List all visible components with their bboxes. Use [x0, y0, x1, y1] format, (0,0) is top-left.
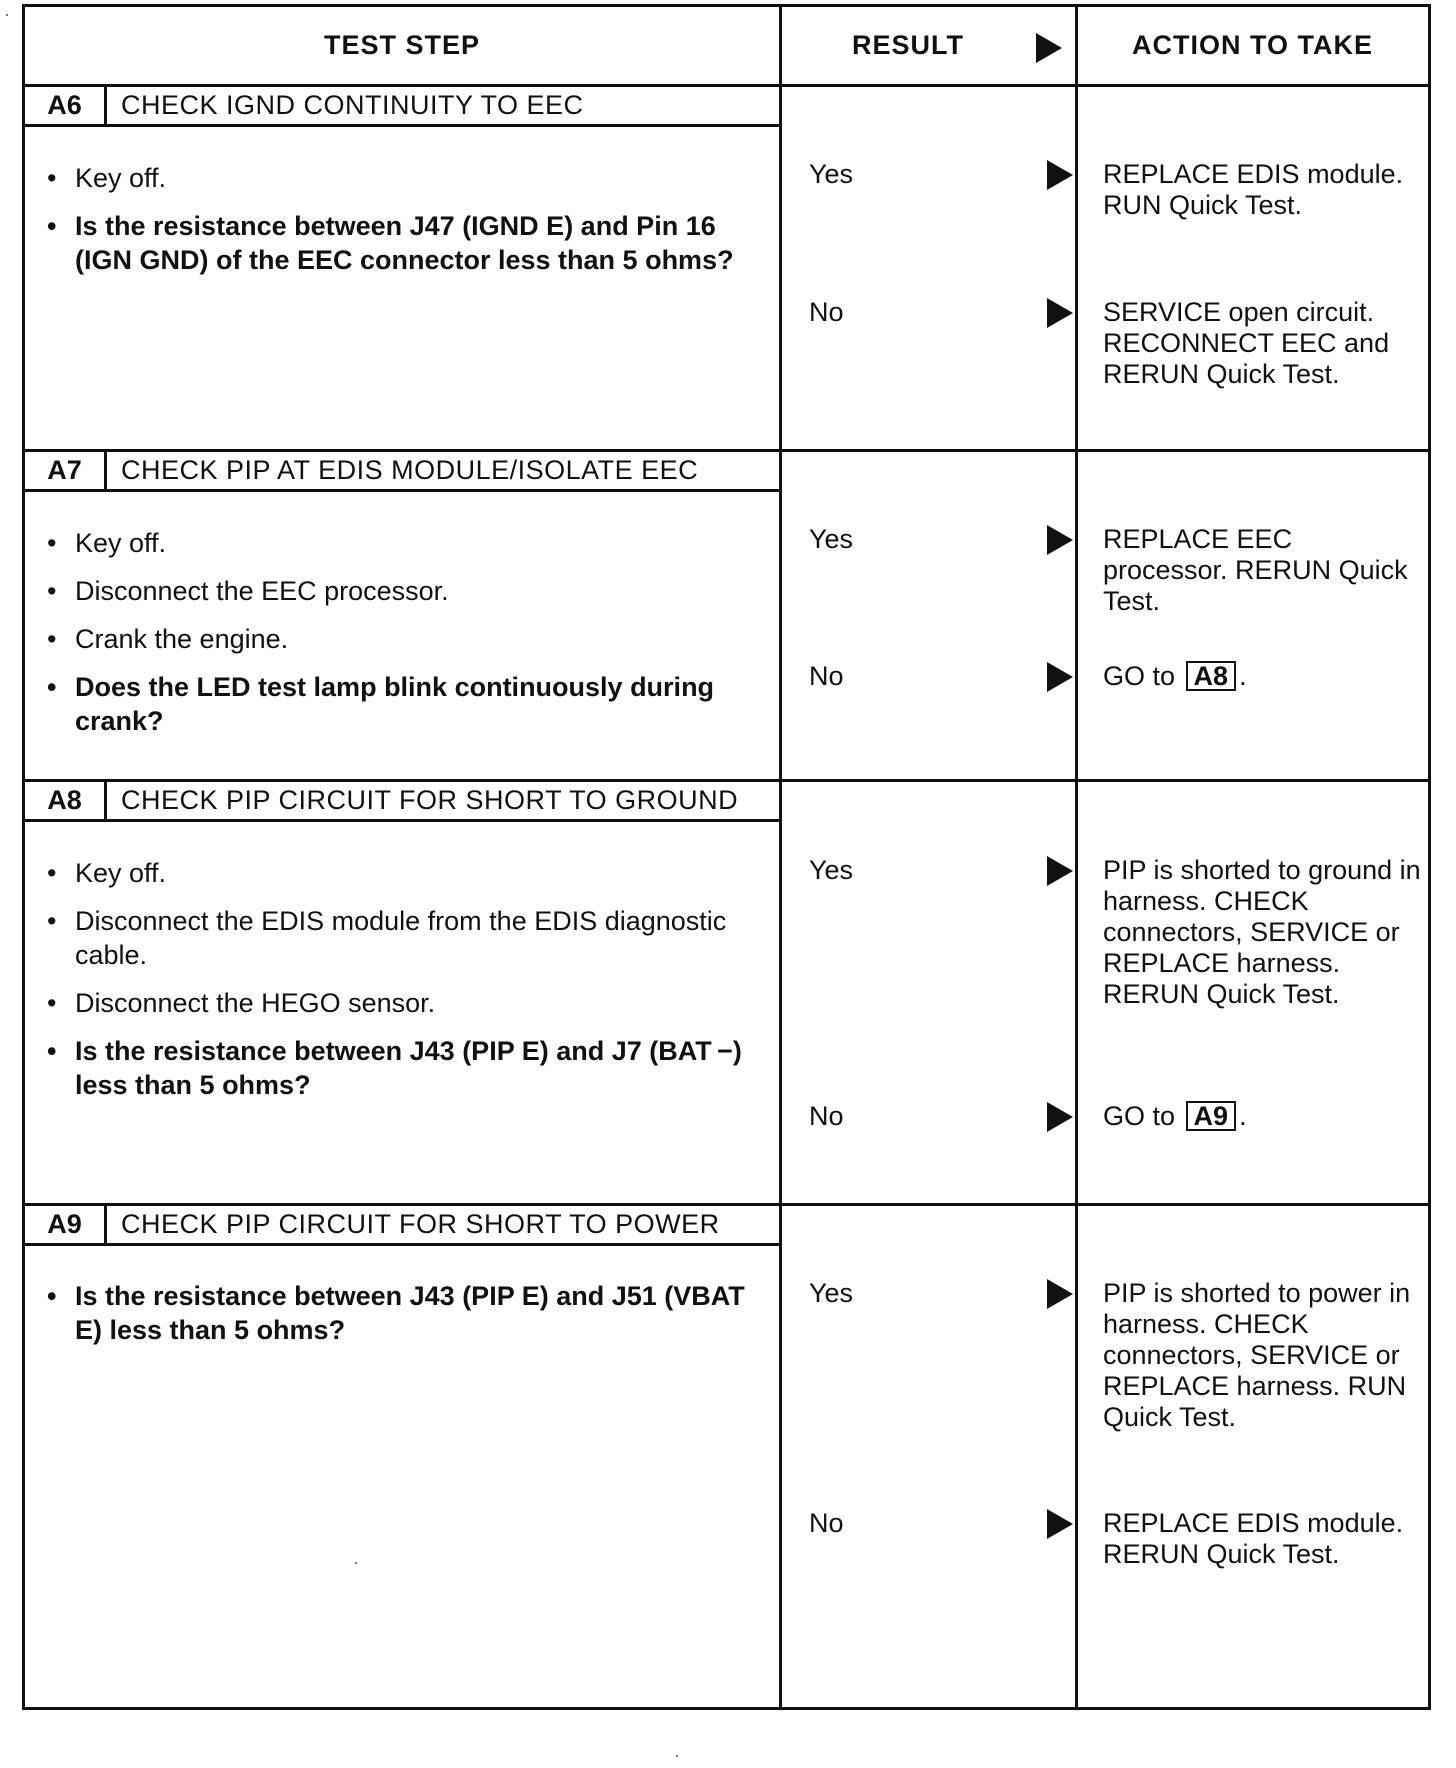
result-label: Yes: [809, 855, 854, 885]
column-divider: [1075, 7, 1078, 1707]
result-label: Yes: [809, 524, 854, 554]
instruction-item: • Is the resistance between J43 (PIP E) and J7 (BAT −) less than 5 ohms?: [47, 1034, 762, 1102]
instruction-item: • Does the LED test lamp blink continuously during crank?: [47, 670, 762, 738]
scan-speck: [676, 1755, 678, 1757]
arrow-icon: [1047, 525, 1073, 555]
result-label: No: [809, 297, 844, 327]
result-label: No: [809, 661, 844, 691]
step-title-bar: [25, 1206, 779, 1246]
step-id: A8: [25, 782, 107, 819]
arrow-icon: [1047, 662, 1073, 692]
step-id: A6: [25, 87, 107, 124]
scan-speck: [355, 1562, 357, 1564]
step-title: CHECK PIP CIRCUIT FOR SHORT TO GROUND: [121, 785, 739, 815]
arrow-icon: [1047, 160, 1073, 190]
header-action: ACTION TO TAKE: [1077, 7, 1428, 87]
instruction-item: • Disconnect the HEGO sensor.: [47, 986, 762, 1020]
action-prefix: GO to: [1103, 1101, 1176, 1131]
step-title-bar: [25, 782, 779, 822]
result-label: No: [809, 1101, 844, 1131]
arrow-icon: [1047, 856, 1073, 886]
instruction-item: • Disconnect the EDIS module from the EDIS diagnostic cable.: [47, 904, 762, 972]
instruction-item: • Key off.: [47, 526, 762, 560]
step-reference: A9: [1186, 1101, 1237, 1131]
header-result: RESULT: [779, 7, 1077, 87]
instruction-item: • Key off.: [47, 856, 762, 890]
action-text: REPLACE EDIS module. RERUN Quick Test.: [1103, 1508, 1404, 1569]
diagnostic-table: [22, 4, 1431, 1710]
result-label: No: [809, 1508, 844, 1538]
header-test-step: TEST STEP: [25, 7, 779, 87]
action-suffix: .: [1239, 1101, 1247, 1131]
result-label: Yes: [809, 159, 854, 189]
action-text: [1103, 661, 1423, 692]
instruction-item: • Crank the engine.: [47, 622, 762, 656]
step-instructions: [47, 526, 762, 752]
arrow-icon: [1047, 1509, 1073, 1539]
header-arrow-icon: [1036, 33, 1062, 63]
step-instructions: [47, 856, 762, 1116]
action-text: REPLACE EEC processor. RERUN Quick Test.: [1103, 524, 1408, 616]
action-text: REPLACE EDIS module. RUN Quick Test.: [1103, 159, 1404, 220]
step-reference: A8: [1186, 661, 1237, 691]
instruction-item: • Disconnect the EEC processor.: [47, 574, 762, 608]
step-instructions: [47, 1279, 762, 1361]
action-text: PIP is shorted to ground in harness. CHECK connectors, SERVICE or REPLACE harness. RERUN Quick Test.: [1103, 855, 1421, 1009]
step-instructions: [47, 161, 762, 291]
arrow-icon: [1047, 298, 1073, 328]
arrow-icon: [1047, 1102, 1073, 1132]
step-id: A9: [25, 1206, 107, 1243]
step-title-bar: [25, 87, 779, 127]
result-label: Yes: [809, 1278, 854, 1308]
action-suffix: .: [1239, 661, 1247, 691]
step-title: CHECK PIP AT EDIS MODULE/ISOLATE EEC: [121, 455, 699, 485]
step-title: CHECK IGND CONTINUITY TO EEC: [121, 90, 584, 120]
step-id: A7: [25, 452, 107, 489]
arrow-icon: [1047, 1279, 1073, 1309]
instruction-item: • Key off.: [47, 161, 762, 195]
step-title: CHECK PIP CIRCUIT FOR SHORT TO POWER: [121, 1209, 720, 1239]
instruction-item: • Is the resistance between J43 (PIP E) and J51 (VBAT E) less than 5 ohms?: [47, 1279, 762, 1347]
step-title-bar: [25, 452, 779, 492]
instruction-item: • Is the resistance between J47 (IGND E) and Pin 16 (IGN GND) of the EEC connector less than 5 ohms?: [47, 209, 762, 277]
action-text: [1103, 1101, 1423, 1132]
action-text: PIP is shorted to power in harness. CHECK connectors, SERVICE or REPLACE harness. RUN Quick Test.: [1103, 1278, 1411, 1432]
column-divider: [779, 7, 782, 1707]
scan-speck: [6, 14, 8, 16]
action-prefix: GO to: [1103, 661, 1176, 691]
action-text: SERVICE open circuit. RECONNECT EEC and RERUN Quick Test.: [1103, 297, 1390, 389]
